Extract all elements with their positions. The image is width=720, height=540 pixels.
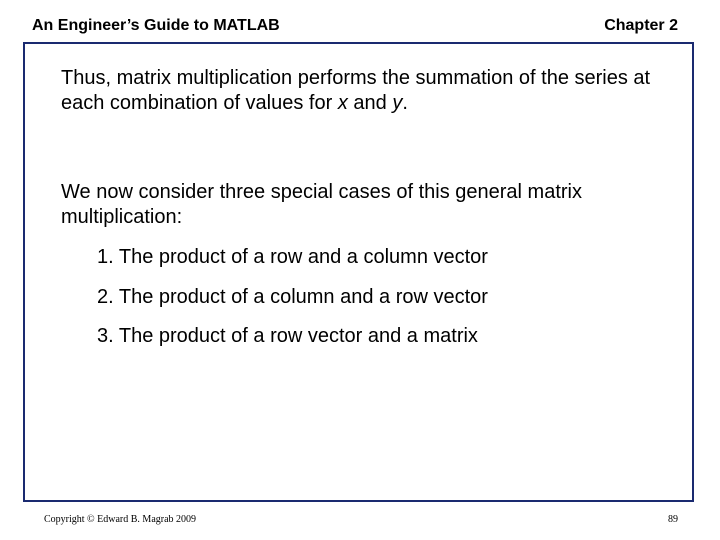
page-number: 89 xyxy=(668,514,678,525)
list-item-column-row: 2. The product of a column and a row vector xyxy=(97,286,488,308)
chapter-label: Chapter 2 xyxy=(604,17,678,34)
variable-y: y xyxy=(392,92,403,114)
paragraph-special-cases: We now consider three special cases of this general matrix multiplication: xyxy=(61,181,582,228)
list-item-row-column: 1. The product of a row and a column vector xyxy=(97,246,488,268)
paragraph-text-middle: and xyxy=(347,92,393,114)
header-title: An Engineer’s Guide to MATLAB xyxy=(32,17,280,34)
paragraph-matrix-summation xyxy=(61,66,681,116)
variable-x: x xyxy=(337,92,348,114)
list-item-row-matrix: 3. The product of a row vector and a matrix xyxy=(97,325,478,347)
paragraph-text-start: Thus, matrix multiplication performs the summation of the series at each combination of values for xyxy=(61,67,651,114)
copyright-notice: Copyright © Edward B. Magrab 2009 xyxy=(44,514,197,525)
paragraph-text-end: . xyxy=(402,92,408,114)
